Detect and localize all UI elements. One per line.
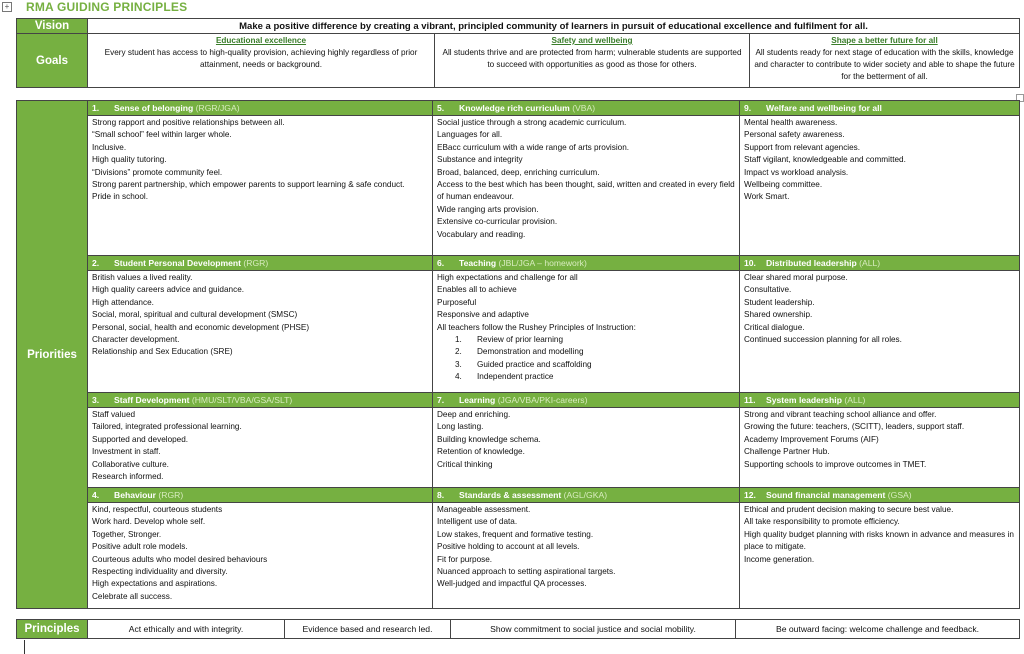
list-item: Supported and developed. [92, 434, 189, 444]
list-item: Kind, respectful, courteous students [92, 505, 223, 514]
principles-label: Principles [17, 620, 88, 639]
list-item: Growing the future: teachers, (SCITT), leaders, support staff. [744, 422, 965, 432]
list-item: Critical thinking [437, 459, 493, 469]
priority-owner: (JGA/VBA/PKI-careers) [497, 395, 588, 405]
priority-owner: (ALL) [859, 258, 881, 268]
list-item: Courteous adults who model desired behaviours [92, 554, 268, 564]
goal-text: Every student has access to high-quality provision, achieving highly regardless of prior attainment, needs or background. [104, 48, 418, 69]
priority-heading [88, 101, 432, 116]
list-item: Social justice through a strong academic curriculum. [437, 118, 627, 127]
list-item: Deep and enriching. [437, 410, 511, 419]
priority-heading [88, 393, 432, 408]
list-item: All take responsibility to promote efficiency. [744, 517, 900, 527]
list-item: Social, moral, spiritual and cultural development (SMSC) [92, 310, 298, 320]
list-item: Personal, social, health and economic development (PHSE) [92, 322, 310, 332]
priority-owner: (HMU/SLT/VBA/GSA/SLT) [191, 395, 293, 405]
priority-title: Sense of belonging [114, 103, 194, 113]
list-item: High expectations and challenge for all [437, 273, 578, 282]
priority-cell-5 [433, 101, 740, 256]
priority-heading [433, 101, 739, 116]
goal-better-future [750, 34, 1020, 88]
goal-heading: Shape a better future for all [831, 36, 938, 45]
document-title: RMA GUIDING PRINCIPLES [26, 0, 188, 14]
priority-title: Sound financial management [766, 490, 886, 500]
list-item: Retention of knowledge. [437, 447, 525, 457]
priority-body [88, 271, 432, 360]
priority-heading [740, 488, 1019, 503]
list-item: Consultative. [744, 285, 792, 295]
list-item: Investment in staff. [92, 447, 161, 457]
list-item: Relationship and Sex Education (SRE) [92, 347, 233, 357]
priority-body [433, 116, 739, 242]
priority-body [88, 503, 432, 604]
priority-cell-11 [740, 393, 1020, 488]
priority-owner: (AGL/GKA) [563, 490, 608, 500]
priority-title: Standards & assessment [459, 490, 562, 500]
priority-title: Teaching [459, 258, 497, 268]
priority-number: 10. [744, 258, 756, 268]
priority-cell-12 [740, 488, 1020, 609]
ordered-list-text: Guided practice and scaffolding [477, 359, 592, 369]
priority-owner: (RGR/JGA) [195, 103, 240, 113]
principle-item: Be outward facing: welcome challenge and feedback. [736, 620, 1020, 639]
priority-number: 11. [744, 395, 756, 405]
list-item: High quality tutoring. [92, 155, 167, 165]
list-item: Mental health awareness. [744, 118, 838, 127]
list-item: Student leadership. [744, 297, 815, 307]
goal-safety-wellbeing [435, 34, 750, 88]
list-item: Tailored, integrated professional learning. [92, 422, 242, 432]
list-item: Extensive co-curricular provision. [437, 217, 558, 227]
goal-heading: Educational excellence [215, 36, 307, 45]
list-item: Broad, balanced, deep, enriching curriculum. [437, 167, 600, 177]
list-item: Character development. [92, 335, 180, 345]
priority-body [433, 503, 739, 592]
priority-number: 1. [92, 103, 100, 113]
priority-title: Distributed leadership [766, 258, 857, 268]
priority-heading [433, 393, 739, 408]
priority-heading [88, 488, 432, 503]
list-item: Fit for purpose. [437, 554, 493, 564]
priority-number: 7. [437, 395, 445, 405]
list-item: Personal safety awareness. [744, 130, 845, 140]
priority-title: Behaviour [114, 490, 157, 500]
priorities-table [16, 100, 1020, 609]
priority-owner: (RGR) [158, 490, 184, 500]
priority-cell-1 [88, 101, 433, 256]
priority-heading [88, 256, 432, 271]
priority-body [88, 116, 432, 205]
priority-owner: (JBL/JGA – homework) [498, 258, 587, 268]
principle-item: Act ethically and with integrity. [88, 620, 285, 639]
list-item: Building knowledge schema. [437, 434, 541, 444]
priority-number: 3. [92, 395, 100, 405]
priority-heading [433, 488, 739, 503]
priority-cell-8 [433, 488, 740, 609]
goal-text: All students thrive and are protected from harm; vulnerable students are supported to succeed with opportunities as good as those for others. [442, 48, 742, 69]
priority-number: 9. [744, 103, 752, 113]
list-item: Respecting individuality and diversity. [92, 567, 228, 577]
list-item: Support from relevant agencies. [744, 142, 861, 152]
priority-owner: (VBA) [572, 103, 596, 113]
priority-cell-9 [740, 101, 1020, 256]
ordered-list-item: 3. Guided practice and scaffolding [455, 359, 592, 369]
list-item: Positive holding to account at all levels. [437, 542, 580, 552]
list-item: Substance and integrity [437, 155, 523, 165]
priority-body [740, 408, 1019, 472]
list-item: Strong and vibrant teaching school alliance and offer. [744, 410, 937, 419]
list-item: Celebrate all success. [92, 591, 173, 601]
list-item: High quality budget planning with risks known in advance and measures in place to mitigate. [744, 529, 1014, 552]
list-item: Income generation. [744, 554, 815, 564]
list-item: Access to the best which has been thought, said, written and created in every field of human endeavour. [437, 180, 735, 202]
text-cursor [24, 640, 25, 654]
principle-item: Evidence based and research led. [285, 620, 451, 639]
priority-number: 8. [437, 490, 445, 500]
priority-title: System leadership [766, 395, 842, 405]
priority-cell-7 [433, 393, 740, 488]
priority-body [740, 503, 1019, 567]
priority-cell-2 [88, 256, 433, 393]
list-item: Research informed. [92, 472, 164, 482]
ordered-list-item: 4. Independent practice [455, 372, 554, 382]
list-item: Long lasting. [437, 422, 484, 432]
list-item: Challenge Partner Hub. [744, 447, 830, 457]
priority-title: Student Personal Development [114, 258, 242, 268]
list-item: Positive adult role models. [92, 542, 188, 552]
priority-cell-10 [740, 256, 1020, 393]
list-item: Responsive and adaptive [437, 310, 529, 320]
ordered-list-item: 2. Demonstration and modelling [455, 347, 584, 357]
list-item: Intelligent use of data. [437, 517, 518, 527]
ordered-list-text: Review of prior learning [477, 335, 564, 345]
list-item: EBacc curriculum with a wide range of arts provision. [437, 142, 630, 152]
list-item: Manageable assessment. [437, 505, 531, 514]
priority-cell-4 [88, 488, 433, 609]
priority-title: Staff Development [114, 395, 190, 405]
priority-owner: (ALL) [844, 395, 866, 405]
list-item: Work hard. Develop whole self. [92, 517, 206, 527]
list-item: Wide ranging arts provision. [437, 204, 539, 214]
list-item: Supporting schools to improve outcomes in TMET. [744, 459, 927, 469]
principles-table [16, 619, 1020, 639]
list-item: Languages for all. [437, 130, 503, 140]
list-item: Enables all to achieve [437, 285, 517, 295]
priority-number: 2. [92, 258, 100, 268]
list-item: Ethical and prudent decision making to secure best value. [744, 505, 954, 514]
list-item: Staff vigilant, knowledgeable and committed. [744, 155, 906, 165]
list-item: Strong parent partnership, which empower parents to support learning & safe conduct. [92, 180, 405, 190]
priority-body [740, 116, 1019, 205]
priority-heading [740, 256, 1019, 271]
list-item: High attendance. [92, 297, 154, 307]
list-item: “Divisions” promote community feel. [92, 167, 223, 177]
list-item: Low stakes, frequent and formative testing. [437, 529, 594, 539]
goal-educational-excellence [88, 34, 435, 88]
list-item: High expectations and aspirations. [92, 579, 218, 589]
priority-heading [433, 256, 739, 271]
priority-body [88, 408, 432, 484]
priority-number: 5. [437, 103, 445, 113]
priority-title: Knowledge rich curriculum [459, 103, 570, 113]
priority-number: 6. [437, 258, 445, 268]
list-item: Wellbeing committee. [744, 180, 823, 190]
list-item: Work Smart. [744, 192, 790, 202]
list-item: Well-judged and impactful QA processes. [437, 579, 587, 589]
priority-title: Welfare and wellbeing for all [766, 103, 882, 113]
list-item: Staff valued [92, 410, 136, 419]
priority-title: Learning [459, 395, 496, 405]
list-item: British values a lived reality. [92, 273, 193, 282]
list-item: Clear shared moral purpose. [744, 273, 848, 282]
priority-heading [740, 393, 1019, 408]
list-item: Shared ownership. [744, 310, 813, 320]
goals-label: Goals [17, 34, 88, 88]
ordered-list-text: Independent practice [477, 372, 554, 382]
priorities-label: Priorities [17, 101, 88, 609]
list-item: Vocabulary and reading. [437, 229, 526, 239]
list-item: Purposeful [437, 297, 477, 307]
priority-heading [740, 101, 1019, 116]
vision-goals-table [16, 18, 1020, 88]
list-item: High quality careers advice and guidance. [92, 285, 245, 295]
ordered-list-item: 1. Review of prior learning [455, 335, 564, 345]
priority-number: 12. [744, 490, 756, 500]
list-item: Continued succession planning for all roles. [744, 335, 902, 345]
list-item: Inclusive. [92, 142, 127, 152]
vision-text: Make a positive difference by creating a vibrant, principled community of learners in pursuit of educational excellence and fulfilment for all. [88, 19, 1020, 34]
priority-body [433, 271, 739, 385]
list-item: All teachers follow the Rushey Principles of Instruction: [437, 322, 636, 332]
priority-body [433, 408, 739, 472]
priority-body [740, 271, 1019, 347]
list-item: Academy Improvement Forums (AIF) [744, 434, 879, 444]
list-item: Impact vs workload analysis. [744, 167, 849, 177]
goal-heading: Safety and wellbeing [551, 36, 633, 45]
goal-text: All students ready for next stage of education with the skills, knowledge and character to contribute to wider society and able to shape the future for the betterment of all. [754, 48, 1015, 81]
priority-number: 4. [92, 490, 100, 500]
list-item: Collaborative culture. [92, 459, 169, 469]
list-item: “Small school” feel within larger whole. [92, 130, 232, 140]
list-item: Nuanced approach to setting aspirational targets. [437, 567, 616, 577]
table-move-handle[interactable]: + [2, 2, 12, 12]
priority-owner: (RGR) [243, 258, 269, 268]
list-item: Strong rapport and positive relationships between all. [92, 118, 285, 127]
priority-cell-3 [88, 393, 433, 488]
ordered-list-text: Demonstration and modelling [477, 347, 584, 357]
list-item: Pride in school. [92, 192, 148, 202]
priority-owner: (GSA) [887, 490, 912, 500]
list-item: Critical dialogue. [744, 322, 805, 332]
principle-item: Show commitment to social justice and social mobility. [451, 620, 736, 639]
vision-label: Vision [17, 19, 88, 34]
priority-cell-6 [433, 256, 740, 393]
list-item: Together, Stronger. [92, 529, 162, 539]
